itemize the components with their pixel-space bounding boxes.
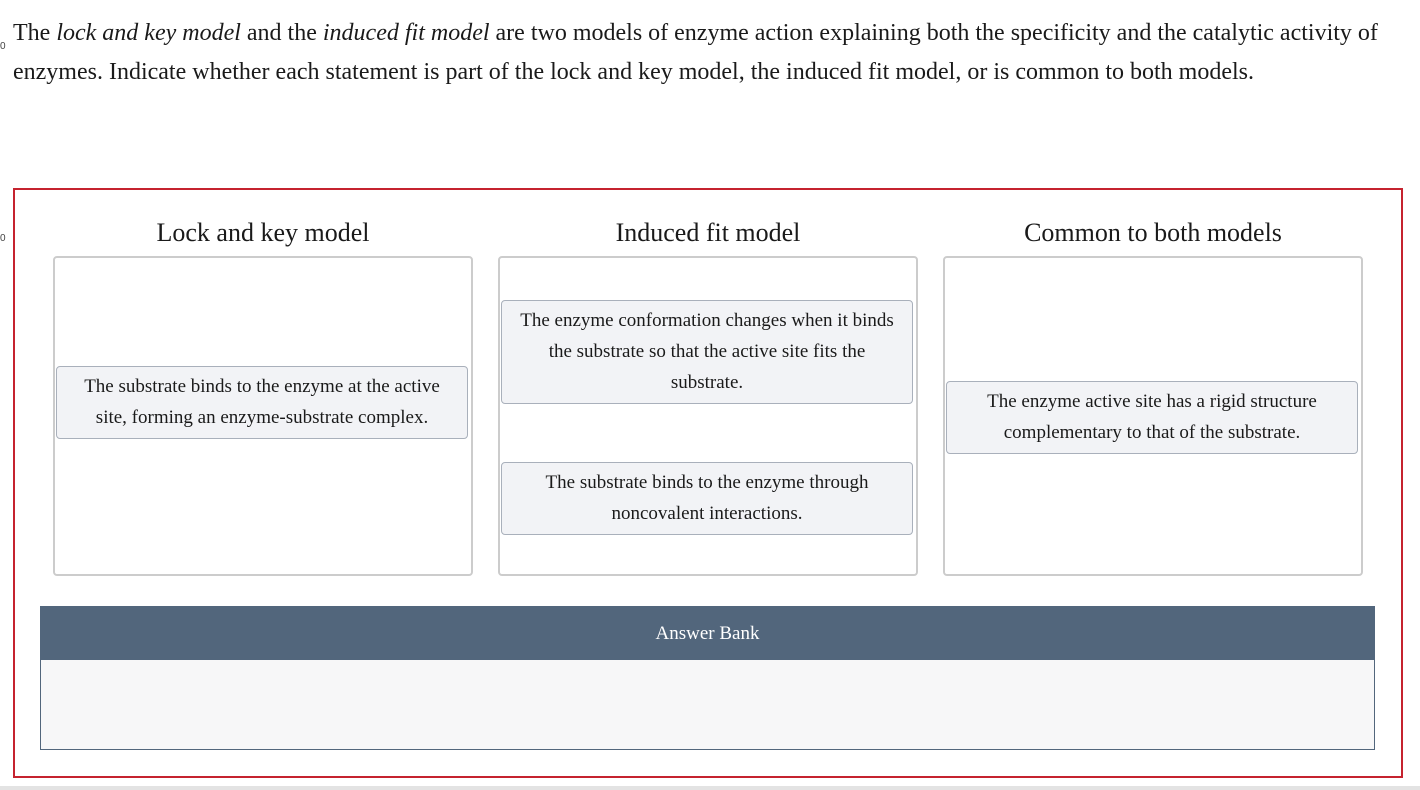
answer-card[interactable]: The enzyme conformation changes when it binds the substrate so that the active site fits the substrate. <box>501 300 913 404</box>
lock-and-key-term: lock and key model <box>56 20 241 46</box>
answer-card[interactable]: The substrate binds to the enzyme through noncovalent interactions. <box>501 462 913 535</box>
bin-title: Common to both models <box>1024 218 1282 247</box>
question-text <box>13 14 1393 91</box>
question-text-part: are two models of enzyme action explaining both the specificity and the catalytic activity of enzymes. Indicate whether each statement is part of the lock and key model, the induced fit model, or is common to both models. <box>13 20 1378 85</box>
drop-zone-common-to-both[interactable] <box>943 256 1363 576</box>
bin-title: Lock and key model <box>156 218 370 247</box>
answer-bank-title: Answer Bank <box>41 607 1374 660</box>
drop-zone-lock-and-key[interactable] <box>53 256 473 576</box>
question-text-part: and the <box>240 20 323 46</box>
bin-title: Induced fit model <box>615 218 801 247</box>
induced-fit-term: induced fit model <box>322 20 490 46</box>
drop-zone-induced-fit[interactable] <box>498 256 918 576</box>
answer-bank[interactable] <box>40 606 1375 750</box>
question-prompt <box>13 14 1393 91</box>
margin-mark: 0 <box>0 233 6 244</box>
answer-card[interactable]: The substrate binds to the enzyme at the active site, forming an enzyme-substrate complex. <box>56 366 468 439</box>
margin-mark: 0 <box>0 41 6 52</box>
drag-and-drop-area <box>13 188 1403 778</box>
margin-marks <box>0 0 6 790</box>
bottom-divider <box>0 786 1420 790</box>
answer-card[interactable]: The enzyme active site has a rigid structure complementary to that of the substrate. <box>946 381 1358 454</box>
question-text-part: The <box>13 20 57 46</box>
